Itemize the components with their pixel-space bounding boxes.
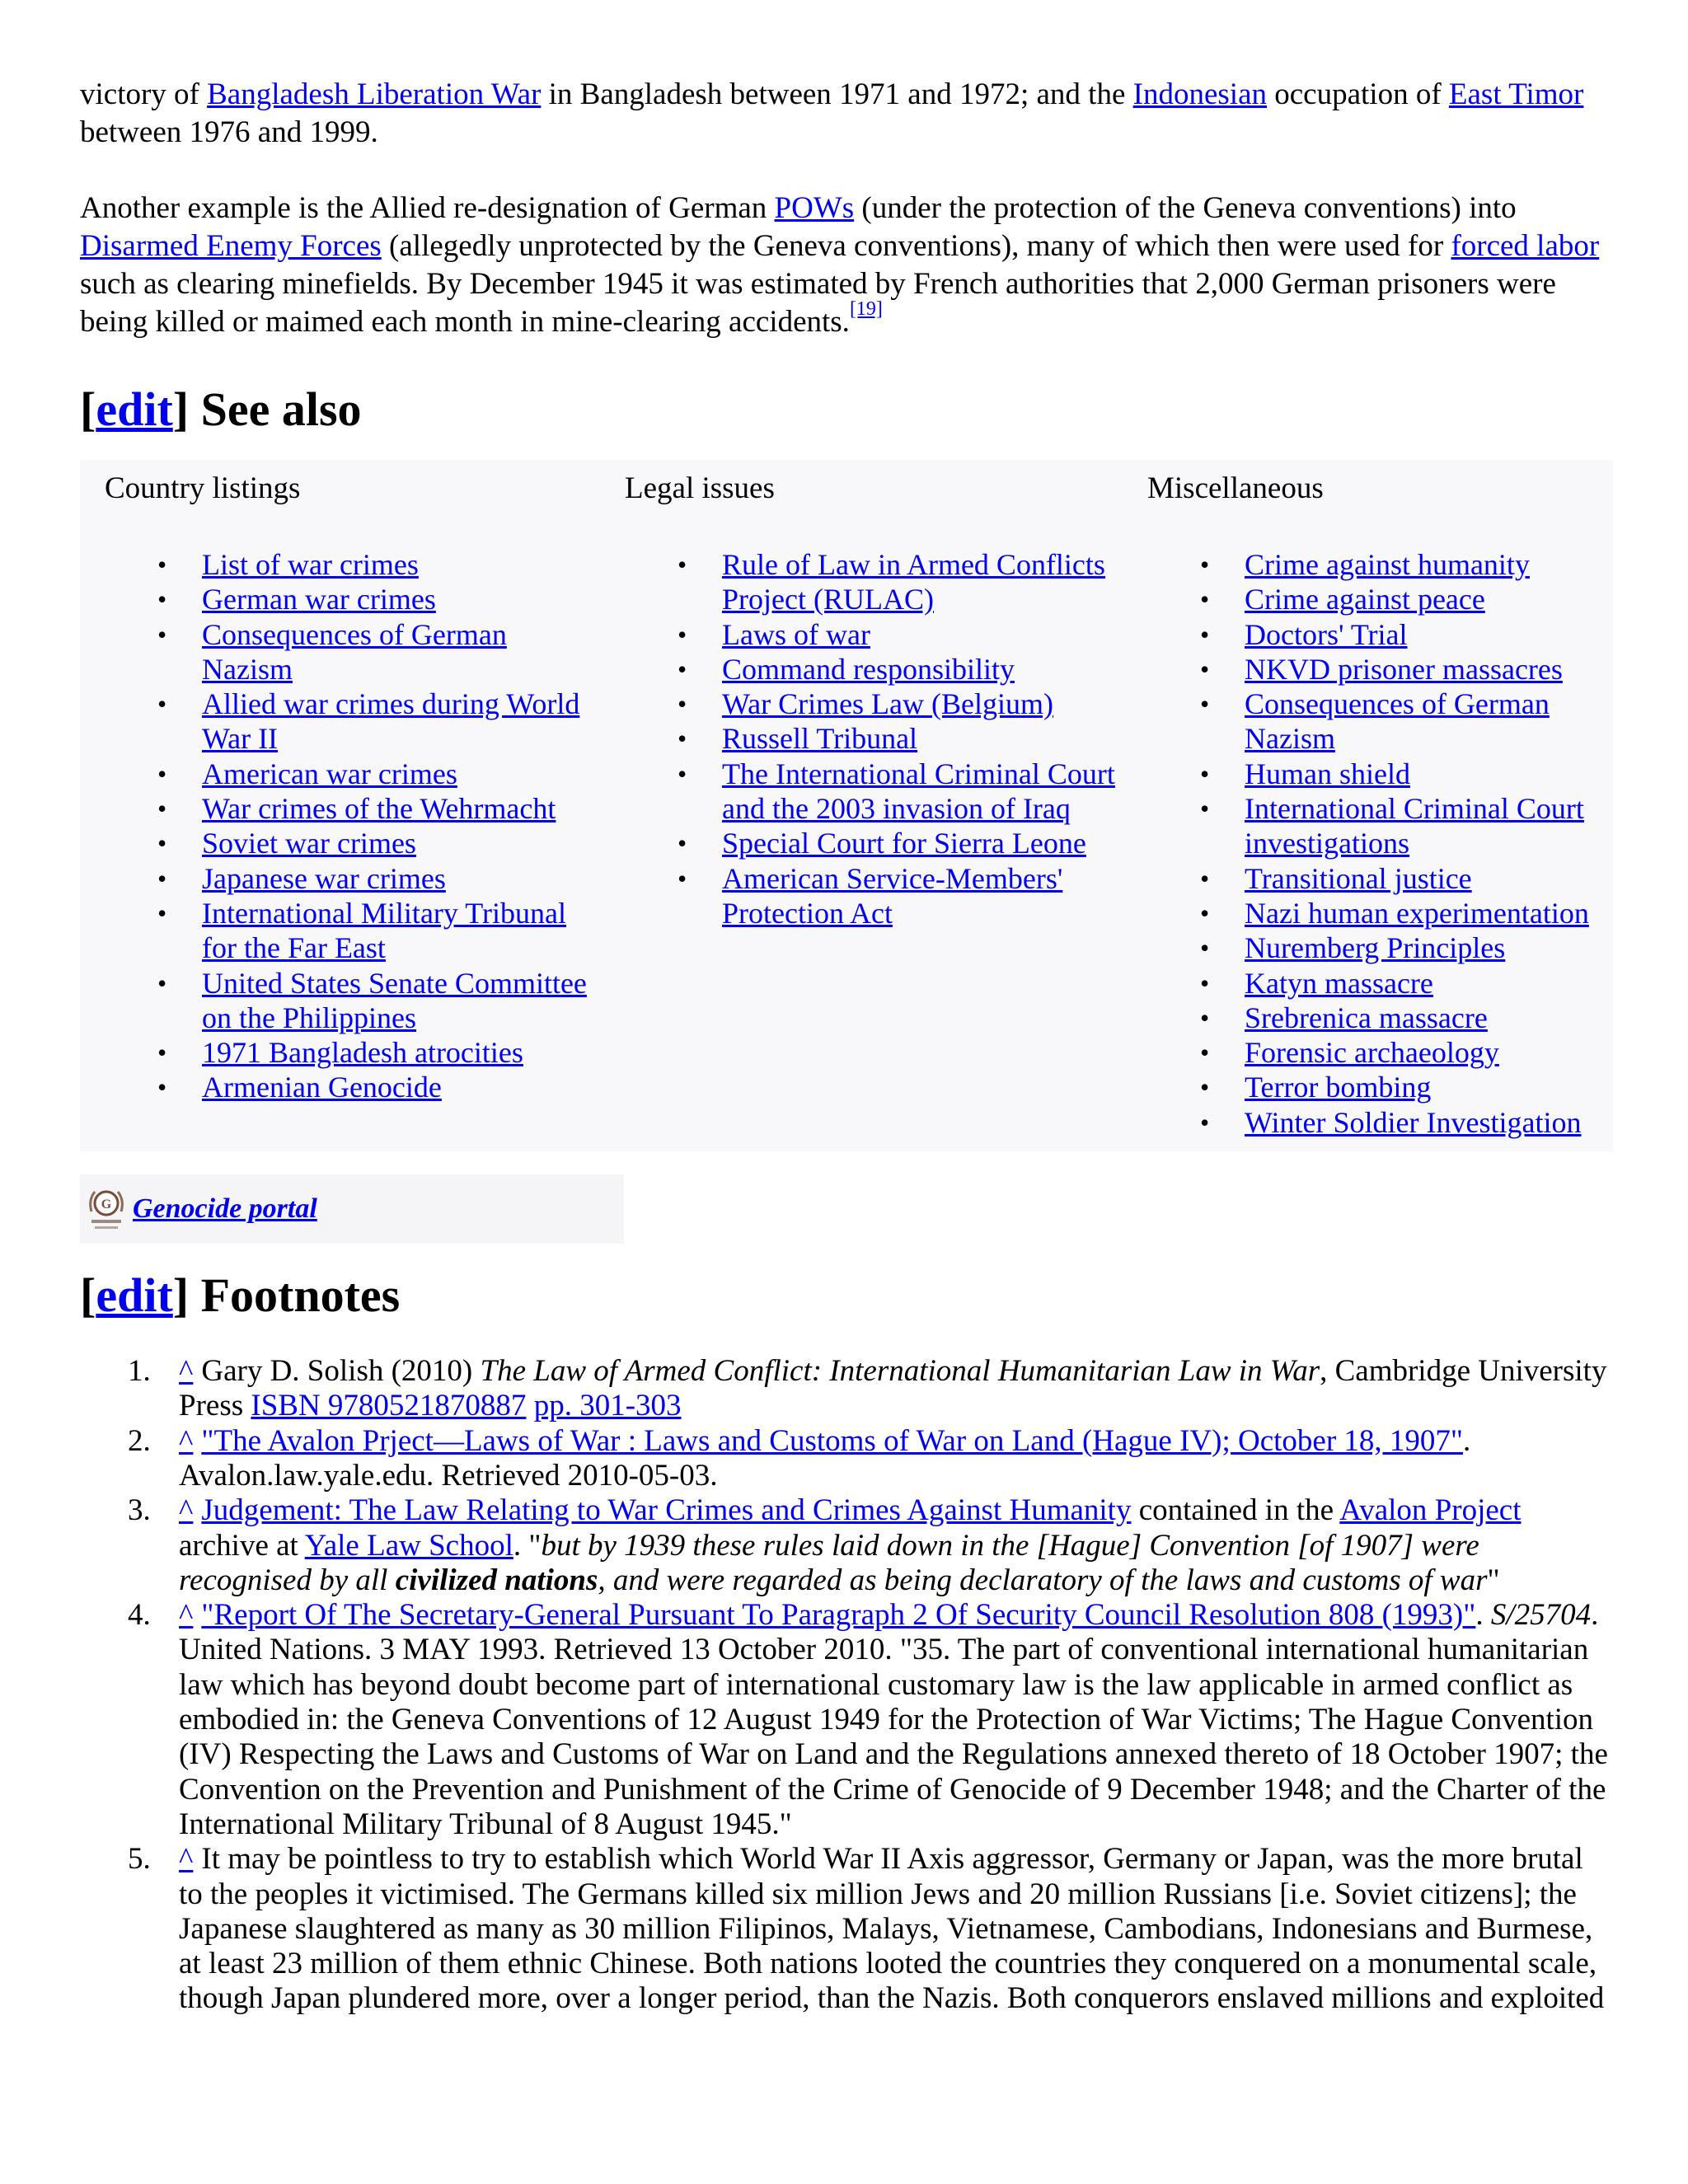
backlink-caret[interactable]: ^ xyxy=(179,1493,194,1528)
text: contained in the xyxy=(1131,1493,1340,1528)
list-item xyxy=(105,1070,602,1104)
list-item xyxy=(1147,896,1613,930)
list-item xyxy=(1147,1001,1613,1035)
see-also-link[interactable]: Winter Soldier Investigation xyxy=(1245,1105,1582,1139)
column-heading: Legal issues xyxy=(625,471,775,505)
text: " xyxy=(1487,1563,1500,1597)
link-bangladesh-liberation-war[interactable]: Bangladesh Liberation War xyxy=(207,77,542,111)
avalon-project-link[interactable]: Avalon Project xyxy=(1339,1493,1522,1528)
list-item xyxy=(105,1035,602,1070)
backlink-caret[interactable]: ^ xyxy=(179,1354,194,1389)
yale-law-school-link[interactable]: Yale Law School xyxy=(304,1528,513,1563)
edit-footnotes-link[interactable]: edit xyxy=(96,1268,173,1323)
list-item xyxy=(1147,652,1613,687)
see-also-column xyxy=(602,460,1126,1140)
see-also-link[interactable]: United States Senate Committee on the Philippines xyxy=(202,966,587,1034)
list-item xyxy=(625,757,1126,827)
footnotes-heading: [edit] Footnotes xyxy=(80,1268,401,1323)
see-also-link[interactable]: Russell Tribunal xyxy=(722,722,918,756)
backlink-caret[interactable]: ^ xyxy=(179,1598,194,1633)
genocide-portal-link[interactable]: Genocide portal xyxy=(133,1193,317,1225)
heading-text: Footnotes xyxy=(200,1268,401,1323)
list-item xyxy=(625,687,1126,721)
text: between 1976 and 1999. xyxy=(80,115,378,149)
heading-text: See also xyxy=(200,382,362,436)
article-body xyxy=(80,76,1613,2017)
footnote-number: 2. xyxy=(128,1423,151,1458)
intro-paragraph-2 xyxy=(80,190,1613,341)
link-forced-labor[interactable]: forced labor xyxy=(1451,229,1600,263)
see-also-heading: [edit] See also xyxy=(80,382,362,436)
quote-text: but by 1939 these rules laid down in the [Hague] Convention [of 1907] were recognised by all xyxy=(179,1528,1479,1597)
list-item xyxy=(105,547,602,582)
list-item xyxy=(1147,1105,1613,1140)
genocide-portal-icon xyxy=(83,1183,129,1235)
text: (under the protection of the Geneva conventions) into xyxy=(854,191,1517,225)
link-list xyxy=(625,508,1126,930)
list-item xyxy=(625,861,1126,931)
list-item xyxy=(1147,966,1613,1001)
list-item xyxy=(105,966,602,1036)
list-item xyxy=(105,791,602,826)
footnote-3 xyxy=(80,1493,1613,1598)
see-also-column xyxy=(1126,460,1613,1140)
text: It may be pointless to try to establish which World War II Axis aggressor, Germany or Japan, was the more brutal to the peoples it victimised. The Germans killed six million Jews and 20 million Russians [i.e. Soviet citizens]; the Japanese slaughtered as many as 30 million Filipinos, Malays, Vietnamese, Cambodians, Indonesians and Burmese, at least 23 million of them ethnic Chinese. Both nations looted the countries they conquered on a monumental scale, though Japan plundered more, over a longer period, than the Nazis. Both conquerors enslaved millions and exploited xyxy=(179,1842,1605,2016)
footnote-number: 1. xyxy=(128,1354,151,1389)
footnote-number: 4. xyxy=(128,1598,151,1633)
see-also-link[interactable]: American war crimes xyxy=(202,757,457,790)
list-item xyxy=(105,582,602,616)
link-east-timor[interactable]: East Timor xyxy=(1448,77,1584,111)
footnote-4 xyxy=(80,1598,1613,1842)
text: occupation of xyxy=(1267,77,1449,111)
link-list xyxy=(1147,508,1613,1140)
text: . Avalon.law.yale.edu. Retrieved 2010-05-03. xyxy=(179,1423,1471,1493)
footnote-2 xyxy=(80,1424,1613,1494)
column-heading: Miscellaneous xyxy=(1147,471,1324,505)
footnote-1 xyxy=(80,1354,1613,1424)
see-also-link[interactable]: Command responsibility xyxy=(722,652,1015,686)
text xyxy=(526,1389,533,1422)
text: Another example is the Allied re-designation of German xyxy=(80,191,775,225)
see-also-link[interactable]: Special Court for Sierra Leone xyxy=(722,827,1086,860)
see-also-link[interactable]: Japanese war crimes xyxy=(202,861,446,895)
list-item xyxy=(105,861,602,896)
see-also-link[interactable]: Consequences of German Nazism xyxy=(1245,687,1550,756)
text: . " xyxy=(513,1528,542,1563)
edit-see-also-link[interactable]: edit xyxy=(96,382,173,436)
see-also-table xyxy=(80,460,1613,1151)
see-also-link[interactable]: Nazi human experimentation xyxy=(1245,896,1589,930)
see-also-link[interactable]: American Service-Members' Protection Act xyxy=(722,861,1063,930)
see-also-link[interactable]: Srebrenica massacre xyxy=(1245,1001,1488,1034)
document-code: S/25704 xyxy=(1490,1598,1592,1633)
list-item xyxy=(625,826,1126,860)
see-also-link[interactable]: 1971 Bangladesh atrocities xyxy=(202,1036,523,1070)
text: in Bangladesh between 1971 and 1972; and the xyxy=(541,77,1133,111)
genocide-portal-box xyxy=(80,1174,624,1244)
see-also-link[interactable]: International Military Tribunal for the Far East xyxy=(202,896,566,965)
text: Gary D. Solish (2010) xyxy=(201,1354,481,1389)
list-item xyxy=(105,687,602,757)
text: , Cambridge University Press xyxy=(179,1354,1607,1423)
link-list xyxy=(105,508,602,1105)
list-item xyxy=(105,826,602,860)
text: . United Nations. 3 MAY 1993. Retrieved 13 October 2010. "35. The part of conventional international humanitarian law which has beyond doubt become part of international customary law is the law applicable in armed conflict as embodied in: the Geneva Conventions of 12 August 1949 for the Protection of War Victims; The Hague Convention (IV) Respecting the Laws and Customs of War on Land and the Regulations annexed thereto of 18 October 1907; the Convention on the Prevention and Punishment of the Crime of Genocide of 9 December 1948; and the Charter of the International Military Tribunal of 8 August 1945." xyxy=(179,1598,1608,1841)
text: such as clearing minefields. By December 1945 it was estimated by French authorities that 2,000 German prisoners were being killed or maimed each month in mine-clearing accidents. xyxy=(80,267,1556,339)
list-item xyxy=(625,652,1126,687)
un-report-link[interactable]: "Report Of The Secretary-General Pursuant To Paragraph 2 Of Security Council Resolution 808 (1993)" xyxy=(201,1598,1476,1633)
list-item xyxy=(1147,547,1613,582)
see-also-link[interactable]: International Criminal Court investigations xyxy=(1245,792,1584,860)
text: victory of xyxy=(80,77,208,111)
see-also-link[interactable]: Allied war crimes during World War II xyxy=(202,687,580,756)
see-also-link[interactable]: Nuremberg Principles xyxy=(1245,931,1506,965)
svg-text:G: G xyxy=(101,1197,112,1212)
see-also-link[interactable]: Transitional justice xyxy=(1245,861,1472,895)
isbn-link[interactable]: ISBN 9780521870887 xyxy=(251,1389,527,1423)
see-also-link[interactable]: War Crimes Law (Belgium) xyxy=(722,687,1053,721)
list-item xyxy=(1147,582,1613,616)
see-also-link[interactable]: Human shield xyxy=(1245,757,1410,790)
avalon-hague-link[interactable]: "The Avalon Prject—Laws of War : Laws and Customs of War on Land (Hague IV); October 18, 1907" xyxy=(201,1423,1463,1458)
list-item xyxy=(105,757,602,791)
list-item xyxy=(1147,791,1613,861)
reference-19[interactable]: [19] xyxy=(849,298,883,320)
pages-link[interactable]: pp. 301-303 xyxy=(533,1389,682,1423)
footnotes-list xyxy=(80,1354,1613,2017)
see-also-link[interactable]: Soviet war crimes xyxy=(202,827,416,860)
judgement-link[interactable]: Judgement: The Law Relating to War Crimes and Crimes Against Humanity xyxy=(201,1493,1132,1528)
footnote-5 xyxy=(80,1842,1613,2016)
quote-text: , and were regarded as being declaratory of the laws and customs of war xyxy=(598,1563,1488,1597)
list-item xyxy=(1147,861,1613,896)
link-pows[interactable]: POWs xyxy=(774,191,855,225)
text: . xyxy=(1475,1598,1491,1633)
see-also-link[interactable]: Consequences of German Nazism xyxy=(202,617,507,686)
backlink-caret[interactable]: ^ xyxy=(179,1423,194,1458)
see-also-link[interactable]: War crimes of the Wehrmacht xyxy=(202,792,556,826)
backlink-caret[interactable]: ^ xyxy=(179,1842,194,1877)
see-also-link[interactable]: German war crimes xyxy=(202,583,436,616)
list-item xyxy=(1147,757,1613,791)
link-indonesian[interactable]: Indonesian xyxy=(1132,77,1267,111)
see-also-link[interactable]: The International Criminal Court and the 2003 invasion of Iraq xyxy=(722,757,1115,826)
see-also-link[interactable]: Rule of Law in Armed Conflicts Project (RULAC) xyxy=(722,548,1105,616)
link-disarmed-enemy-forces[interactable]: Disarmed Enemy Forces xyxy=(80,229,382,263)
list-item xyxy=(1147,617,1613,652)
see-also-link[interactable]: Terror bombing xyxy=(1245,1071,1432,1104)
list-item xyxy=(625,721,1126,756)
list-item xyxy=(1147,1035,1613,1070)
list-item xyxy=(105,896,602,966)
text: archive at xyxy=(179,1528,305,1563)
list-item xyxy=(625,547,1126,617)
see-also-link[interactable]: List of war crimes xyxy=(202,548,419,581)
text: (allegedly unprotected by the Geneva conventions), many of which then were used for xyxy=(381,229,1451,263)
intro-paragraph-1 xyxy=(80,76,1613,152)
book-title: The Law of Armed Conflict: International Humanitarian Law in War xyxy=(480,1354,1320,1389)
list-item xyxy=(1147,930,1613,965)
see-also-link[interactable]: Crime against humanity xyxy=(1245,548,1530,581)
list-item xyxy=(625,617,1126,652)
footnote-number: 3. xyxy=(128,1493,151,1528)
see-also-link[interactable]: Doctors' Trial xyxy=(1245,617,1408,651)
list-item xyxy=(105,617,602,687)
list-item xyxy=(1147,687,1613,757)
see-also-link[interactable]: Crime against peace xyxy=(1245,583,1485,616)
see-also-column xyxy=(80,460,602,1140)
quote-bold: civilized nations xyxy=(395,1563,598,1597)
see-also-link[interactable]: NKVD prisoner massacres xyxy=(1245,652,1563,686)
list-item xyxy=(1147,1070,1613,1104)
see-also-link[interactable]: Armenian Genocide xyxy=(202,1071,442,1104)
see-also-link[interactable]: Laws of war xyxy=(722,617,870,651)
see-also-link[interactable]: Forensic archaeology xyxy=(1245,1036,1499,1070)
column-heading: Country listings xyxy=(105,471,301,505)
footnote-number: 5. xyxy=(128,1842,151,1877)
see-also-link[interactable]: Katyn massacre xyxy=(1245,966,1433,1000)
